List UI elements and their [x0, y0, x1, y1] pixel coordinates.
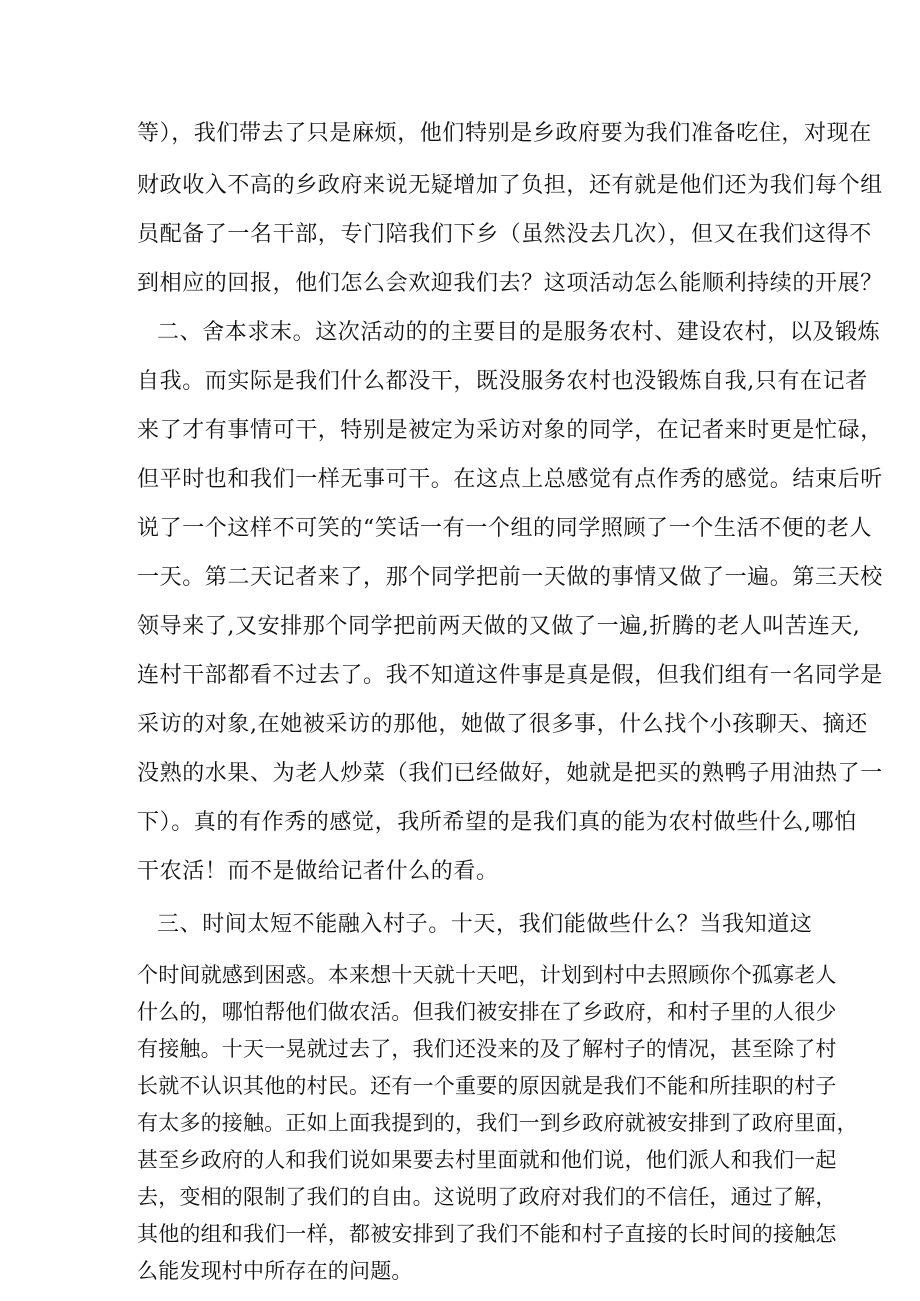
text-line: 去，变相的限制了我们的自由。这说明了政府对我们的不信任，通过了解， [137, 1185, 837, 1209]
text-line: 采访的对象,在她被采访的那他，她做了很多事，什么找个小孩聊天、摘还 [137, 712, 868, 737]
text-line: 领导来了,又安排那个同学把前两天做的又做了一遍,折腾的老人叫苦连天, [137, 614, 861, 639]
text-line: 有接触。十天一晃就过去了，我们还没来的及了解村子的情况，甚至除了村 [137, 1037, 837, 1061]
text-line: 但平时也和我们一样无事可干。在这点上总感觉有点作秀的感觉。结束后听 [137, 467, 883, 492]
text-line: 其他的组和我们一样，都被安排到了我们不能和村子直接的长时间的接触怎 [137, 1222, 837, 1246]
text-line: 下）。真的有作秀的感觉，我所希望的是我们真的能为农村做些什么,哪怕 [137, 810, 857, 835]
text-line: 连村干部都看不过去了。我不知道这件事是真是假，但我们组有一名同学是 [137, 663, 883, 688]
text-line: 到相应的回报，他们怎么会欢迎我们去？这项活动怎么能顺利持续的开展？ [137, 271, 883, 296]
text-line: 员配备了一名干部，专门陪我们下乡（虽然没去几次），但又在我们这得不 [137, 222, 872, 247]
text-line: 甚至乡政府的人和我们说如果要去村里面就和他们说，他们派人和我们一起 [137, 1148, 837, 1172]
text-line: 来了才有事情可干，特别是被定为采访对象的同学，在记者来时更是忙碌， [137, 418, 883, 443]
text-line: 个时间就感到困惑。本来想十天就十天吧，计划到村中去照顾你个孤寡老人 [137, 963, 837, 987]
text-line: 干农活！而不是做给记者什么的看。 [137, 859, 499, 884]
text-line: 自我。而实际是我们什么都没干，既没服务农村也没锻炼自我,只有在记者 [137, 369, 868, 394]
text-line: 财政收入不高的乡政府来说无疑增加了负担，还有就是他们还为我们每个组 [137, 173, 883, 198]
text-line: 一天。第二天记者来了，那个同学把前一天做的事情又做了一遍。第三天校 [137, 565, 883, 590]
paragraph-heading-3: 三、时间太短不能融入村子。十天，我们能做些什么？当我知道这 [157, 912, 813, 937]
text-line: 什么的，哪怕帮他们做农活。但我们被安排在了乡政府，和村子里的人很少 [137, 1000, 837, 1024]
text-line: 长就不认识其他的村民。还有一个重要的原因就是我们不能和所挂职的村子 [137, 1074, 837, 1098]
text-line: 有太多的接触。正如上面我提到的，我们一到乡政府就被安排到了政府里面， [137, 1111, 858, 1135]
text-line: 么能发现村中所存在的问题。 [137, 1259, 413, 1283]
text-line: 没熟的水果、为老人炒菜（我们已经做好，她就是把买的熟鸭子用油热了一 [137, 761, 883, 786]
paragraph-heading-2: 二、舍本求末。这次活动的的主要目的是服务农村、建设农村，以及锻炼 [157, 320, 881, 345]
text-line: 说了一个这样不可笑的“笑话一有一个组的同学照顾了一个生活不便的老人 [137, 516, 873, 541]
text-line: 等），我们带去了只是麻烦，他们特别是乡政府要为我们准备吃住，对现在 [137, 121, 872, 146]
